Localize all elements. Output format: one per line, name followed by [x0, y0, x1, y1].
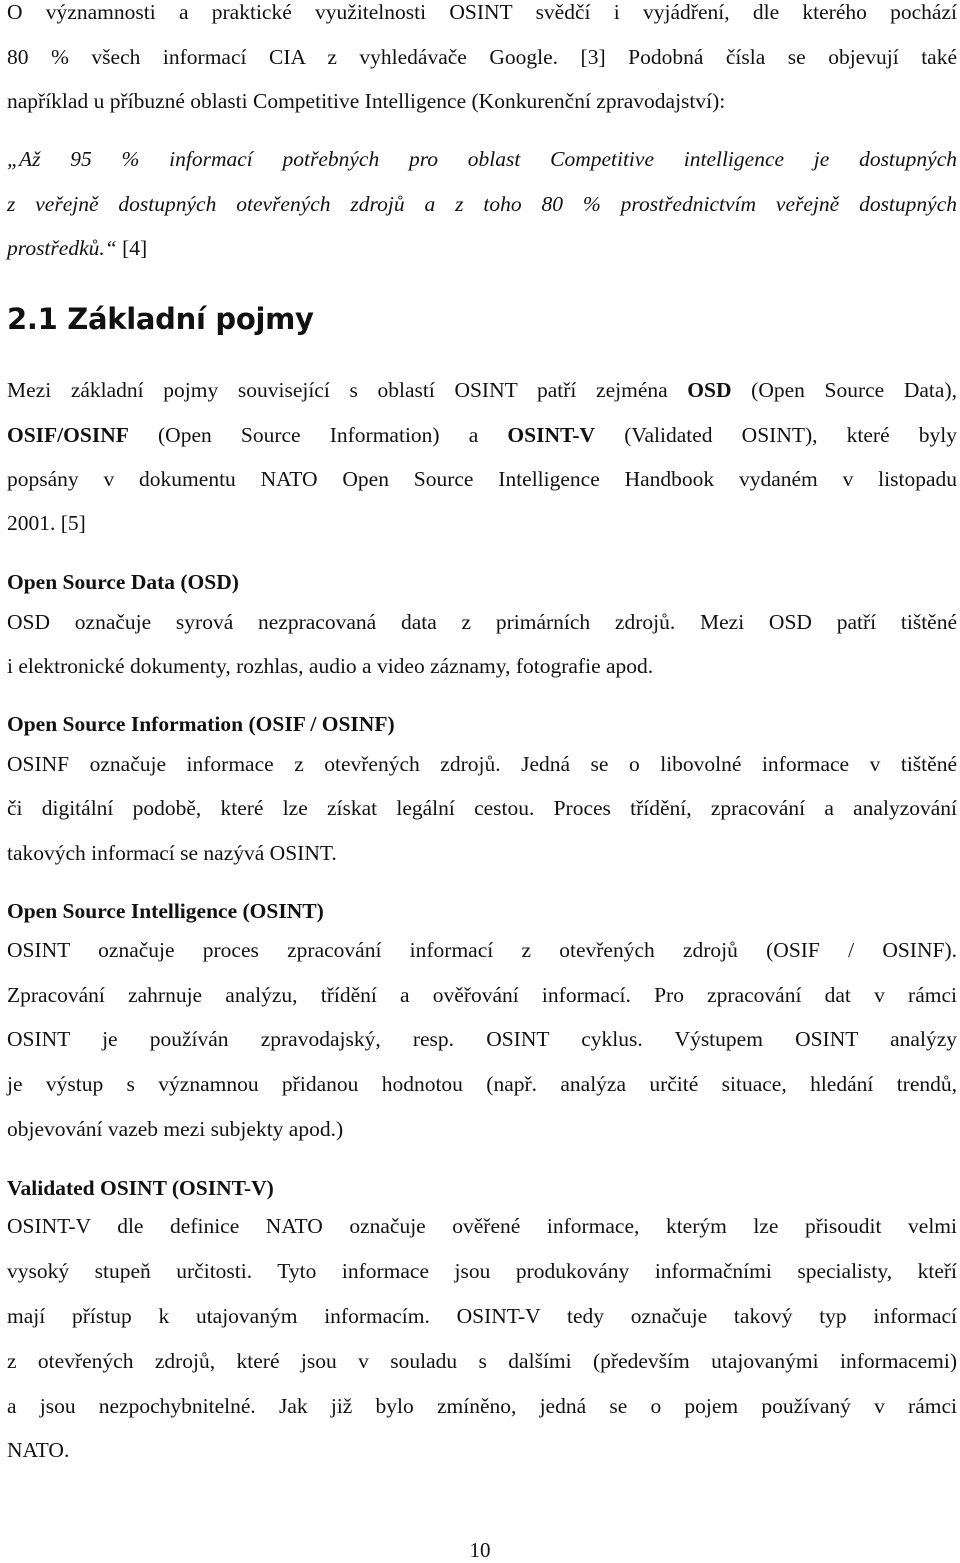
osintv-line-2: vysoký stupeň určitosti. Tyto informace jsou produkovány informačními specialisty, kteří [7, 1259, 957, 1283]
osint-line-1: OSINT označuje proces zpracování informací z otevřených zdrojů (OSIF / OSINF). [7, 938, 957, 962]
page-number: 10 [469, 1538, 491, 1562]
quote-line-1: „Až 95 % informací potřebných pro oblast Competitive intelligence je dostupných [7, 147, 957, 171]
term-osif-osinf: OSIF/OSINF [7, 423, 129, 447]
osint-line-3: OSINT je používán zpravodajský, resp. OSINT cyklus. Výstupem OSINT analýzy [7, 1027, 957, 1051]
text-run: (Open Source Information) a [128, 423, 508, 447]
quote-end: prostředků.“ [7, 236, 117, 260]
osd-line-1: OSD označuje syrová nezpracovaná data z primárních zdrojů. Mezi OSD patří tištěné [7, 610, 957, 634]
osinf-line-1: OSINF označuje informace z otevřených zdrojů. Jedná se o libovolné informace v tištěné [7, 752, 957, 776]
text-run: (Open Source Data), [731, 378, 957, 402]
osintv-title: Validated OSINT (OSINT-V) [7, 1176, 274, 1200]
section-heading: 2.1 Základní pojmy [7, 302, 314, 336]
section-p1-line-4: 2001. [5] [7, 511, 86, 535]
intro-line-1: O významnosti a praktické využitelnosti OSINT svědčí i vyjádření, dle kterého pochází [7, 0, 957, 24]
quote-reference: [4] [116, 236, 148, 260]
intro-line-2: 80 % všech informací CIA z vyhledávače Google. [3] Podobná čísla se objevují také [7, 45, 957, 69]
osd-line-2: i elektronické dokumenty, rozhlas, audio a video záznamy, fotografie apod. [7, 654, 654, 678]
osint-title: Open Source Intelligence (OSINT) [7, 899, 324, 923]
osint-line-5: objevování vazeb mezi subjekty apod.) [7, 1117, 344, 1141]
text-run: (Validated OSINT), které byly [595, 423, 957, 447]
osintv-line-3: mají přístup k utajovaným informacím. OSINT-V tedy označuje takový typ informací [7, 1304, 957, 1328]
quote-line-3 [7, 236, 957, 261]
osinf-line-3: takových informací se nazývá OSINT. [7, 841, 337, 865]
osd-title: Open Source Data (OSD) [7, 570, 239, 594]
osintv-line-5: a jsou nezpochybnitelné. Jak již bylo zmíněno, jedná se o pojem používaný v rámci [7, 1394, 957, 1418]
osintv-line-4: z otevřených zdrojů, které jsou v souladu s dalšími (především utajovanými informacemi) [7, 1349, 957, 1373]
term-osd: OSD [687, 378, 732, 402]
section-p1-line-3: popsány v dokumentu NATO Open Source Intelligence Handbook vydaném v listopadu [7, 467, 957, 491]
text-run: Mezi základní pojmy související s oblastí OSINT patří zejména [7, 378, 688, 402]
section-p1-line-2 [7, 423, 957, 448]
osinf-line-2: či digitální podobě, které lze získat legální cestou. Proces třídění, zpracování a analyzování [7, 796, 957, 820]
section-p1-line-1 [7, 378, 957, 403]
osint-line-2: Zpracování zahrnuje analýzu, třídění a ověřování informací. Pro zpracování dat v rámci [7, 983, 957, 1007]
osinf-title: Open Source Information (OSIF / OSINF) [7, 712, 395, 736]
term-osint-v: OSINT-V [507, 423, 596, 447]
osintv-line-1: OSINT-V dle definice NATO označuje ověřené informace, kterým lze přisoudit velmi [7, 1214, 957, 1238]
osint-line-4: je výstup s významnou přidanou hodnotou (např. analýza určité situace, hledání trendů, [7, 1072, 957, 1096]
quote-line-2: z veřejně dostupných otevřených zdrojů a z toho 80 % prostřednictvím veřejně dostupných [7, 192, 957, 216]
osintv-line-6: NATO. [7, 1438, 70, 1462]
intro-line-3: například u příbuzné oblasti Competitive Intelligence (Konkurenční zpravodajství): [7, 89, 726, 113]
